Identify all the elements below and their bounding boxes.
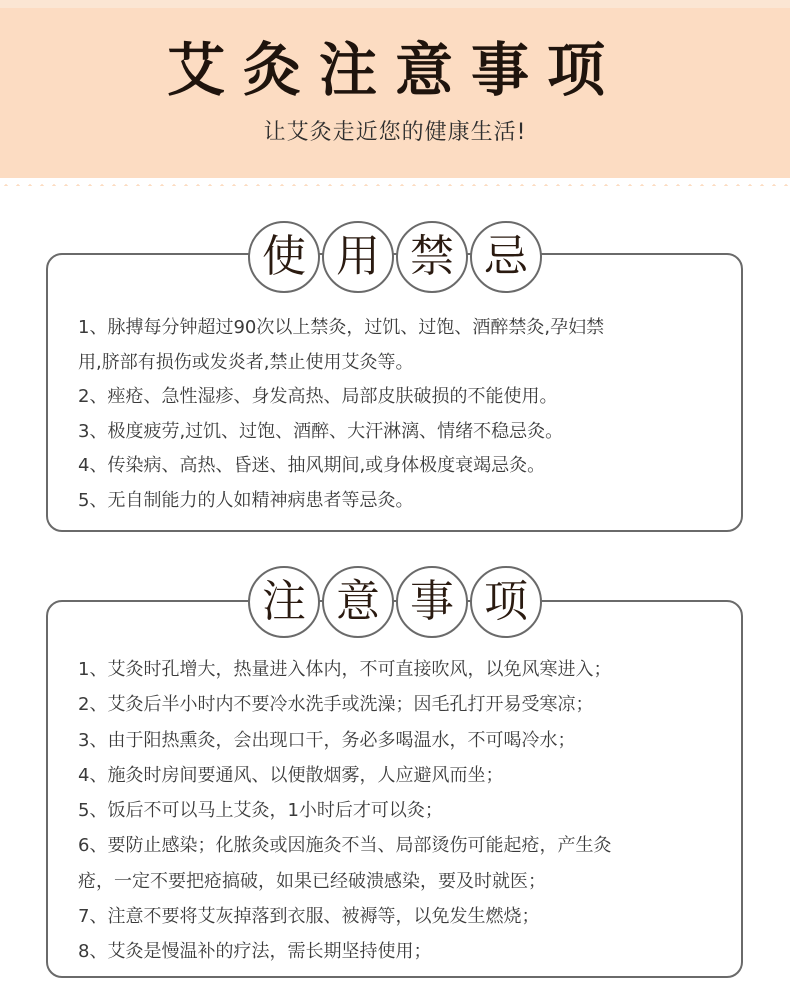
page-subtitle: 让艾灸走近您的健康生活! xyxy=(263,120,527,145)
heading-char: 使 xyxy=(262,231,306,282)
list-item: 5、无自制能力的人如精神病患者等忌灸。 xyxy=(78,489,414,511)
heading-char: 项 xyxy=(484,576,528,627)
heading-char-badge xyxy=(248,221,320,293)
heading-char-badge xyxy=(322,221,394,293)
heading-char-badge xyxy=(396,221,468,293)
zigzag-edge xyxy=(0,178,790,192)
heading-char-badge xyxy=(470,221,542,293)
heading-char-badge xyxy=(396,566,468,638)
list-item: 8、艾灸是慢温补的疗法，需长期坚持使用； xyxy=(78,941,432,963)
list-item: 疮，一定不要把疮搞破，如果已经破溃感染，要及时就医； xyxy=(78,870,546,892)
list-item: 7、注意不要将艾灰掉落到衣服、被褥等，以免发生燃烧； xyxy=(78,906,540,928)
page-title: 艾灸注意事项 xyxy=(166,36,623,104)
contraindications-heading xyxy=(0,221,790,295)
precautions-card xyxy=(46,600,743,978)
heading-char-badge xyxy=(322,566,394,638)
list-item: 4、施灸时房间要通风、以便散烟雾，人应避风而坐； xyxy=(78,764,504,786)
list-item: 3、由于阳热熏灸，会出现口干，务必多喝温水，不可喝冷水； xyxy=(78,729,576,751)
list-item: 6、要防止感染；化脓灸或因施灸不当、局部烫伤可能起疮，产生灸 xyxy=(78,835,612,857)
list-item: 用,脐部有损伤或发炎者,禁止使用艾灸等。 xyxy=(78,351,414,373)
heading-char: 忌 xyxy=(484,231,528,282)
list-item: 2、痤疮、急性湿疹、身发高热、局部皮肤破损的不能使用。 xyxy=(78,386,558,407)
precautions-heading xyxy=(0,566,790,640)
heading-char: 用 xyxy=(336,231,380,282)
heading-char-badge xyxy=(248,566,320,638)
list-item: 5、饭后不可以马上艾灸，1小时后才可以灸； xyxy=(78,800,443,822)
list-item: 4、传染病、高热、昏迷、抽风期间,或身体极度衰竭忌灸。 xyxy=(78,455,546,476)
list-item: 2、艾灸后半小时内不要冷水洗手或洗澡；因毛孔打开易受寒凉； xyxy=(78,694,594,716)
header-top-strip xyxy=(0,0,790,8)
precautions-list xyxy=(48,602,741,970)
list-item: 1、脉搏每分钟超过90次以上禁灸，过饥、过饱、酒醉禁灸,孕妇禁 xyxy=(78,317,605,338)
heading-char-badge xyxy=(470,566,542,638)
heading-char: 禁 xyxy=(410,231,454,282)
heading-char: 事 xyxy=(410,576,454,627)
list-item: 3、极度疲劳,过饥、过饱、酒醉、大汗淋漓、情绪不稳忌灸。 xyxy=(78,420,564,442)
list-item: 1、艾灸时孔增大，热量进入体内，不可直接吹风，以免风寒进入； xyxy=(78,659,612,680)
heading-char: 意 xyxy=(336,576,380,627)
heading-char: 注 xyxy=(262,576,306,627)
